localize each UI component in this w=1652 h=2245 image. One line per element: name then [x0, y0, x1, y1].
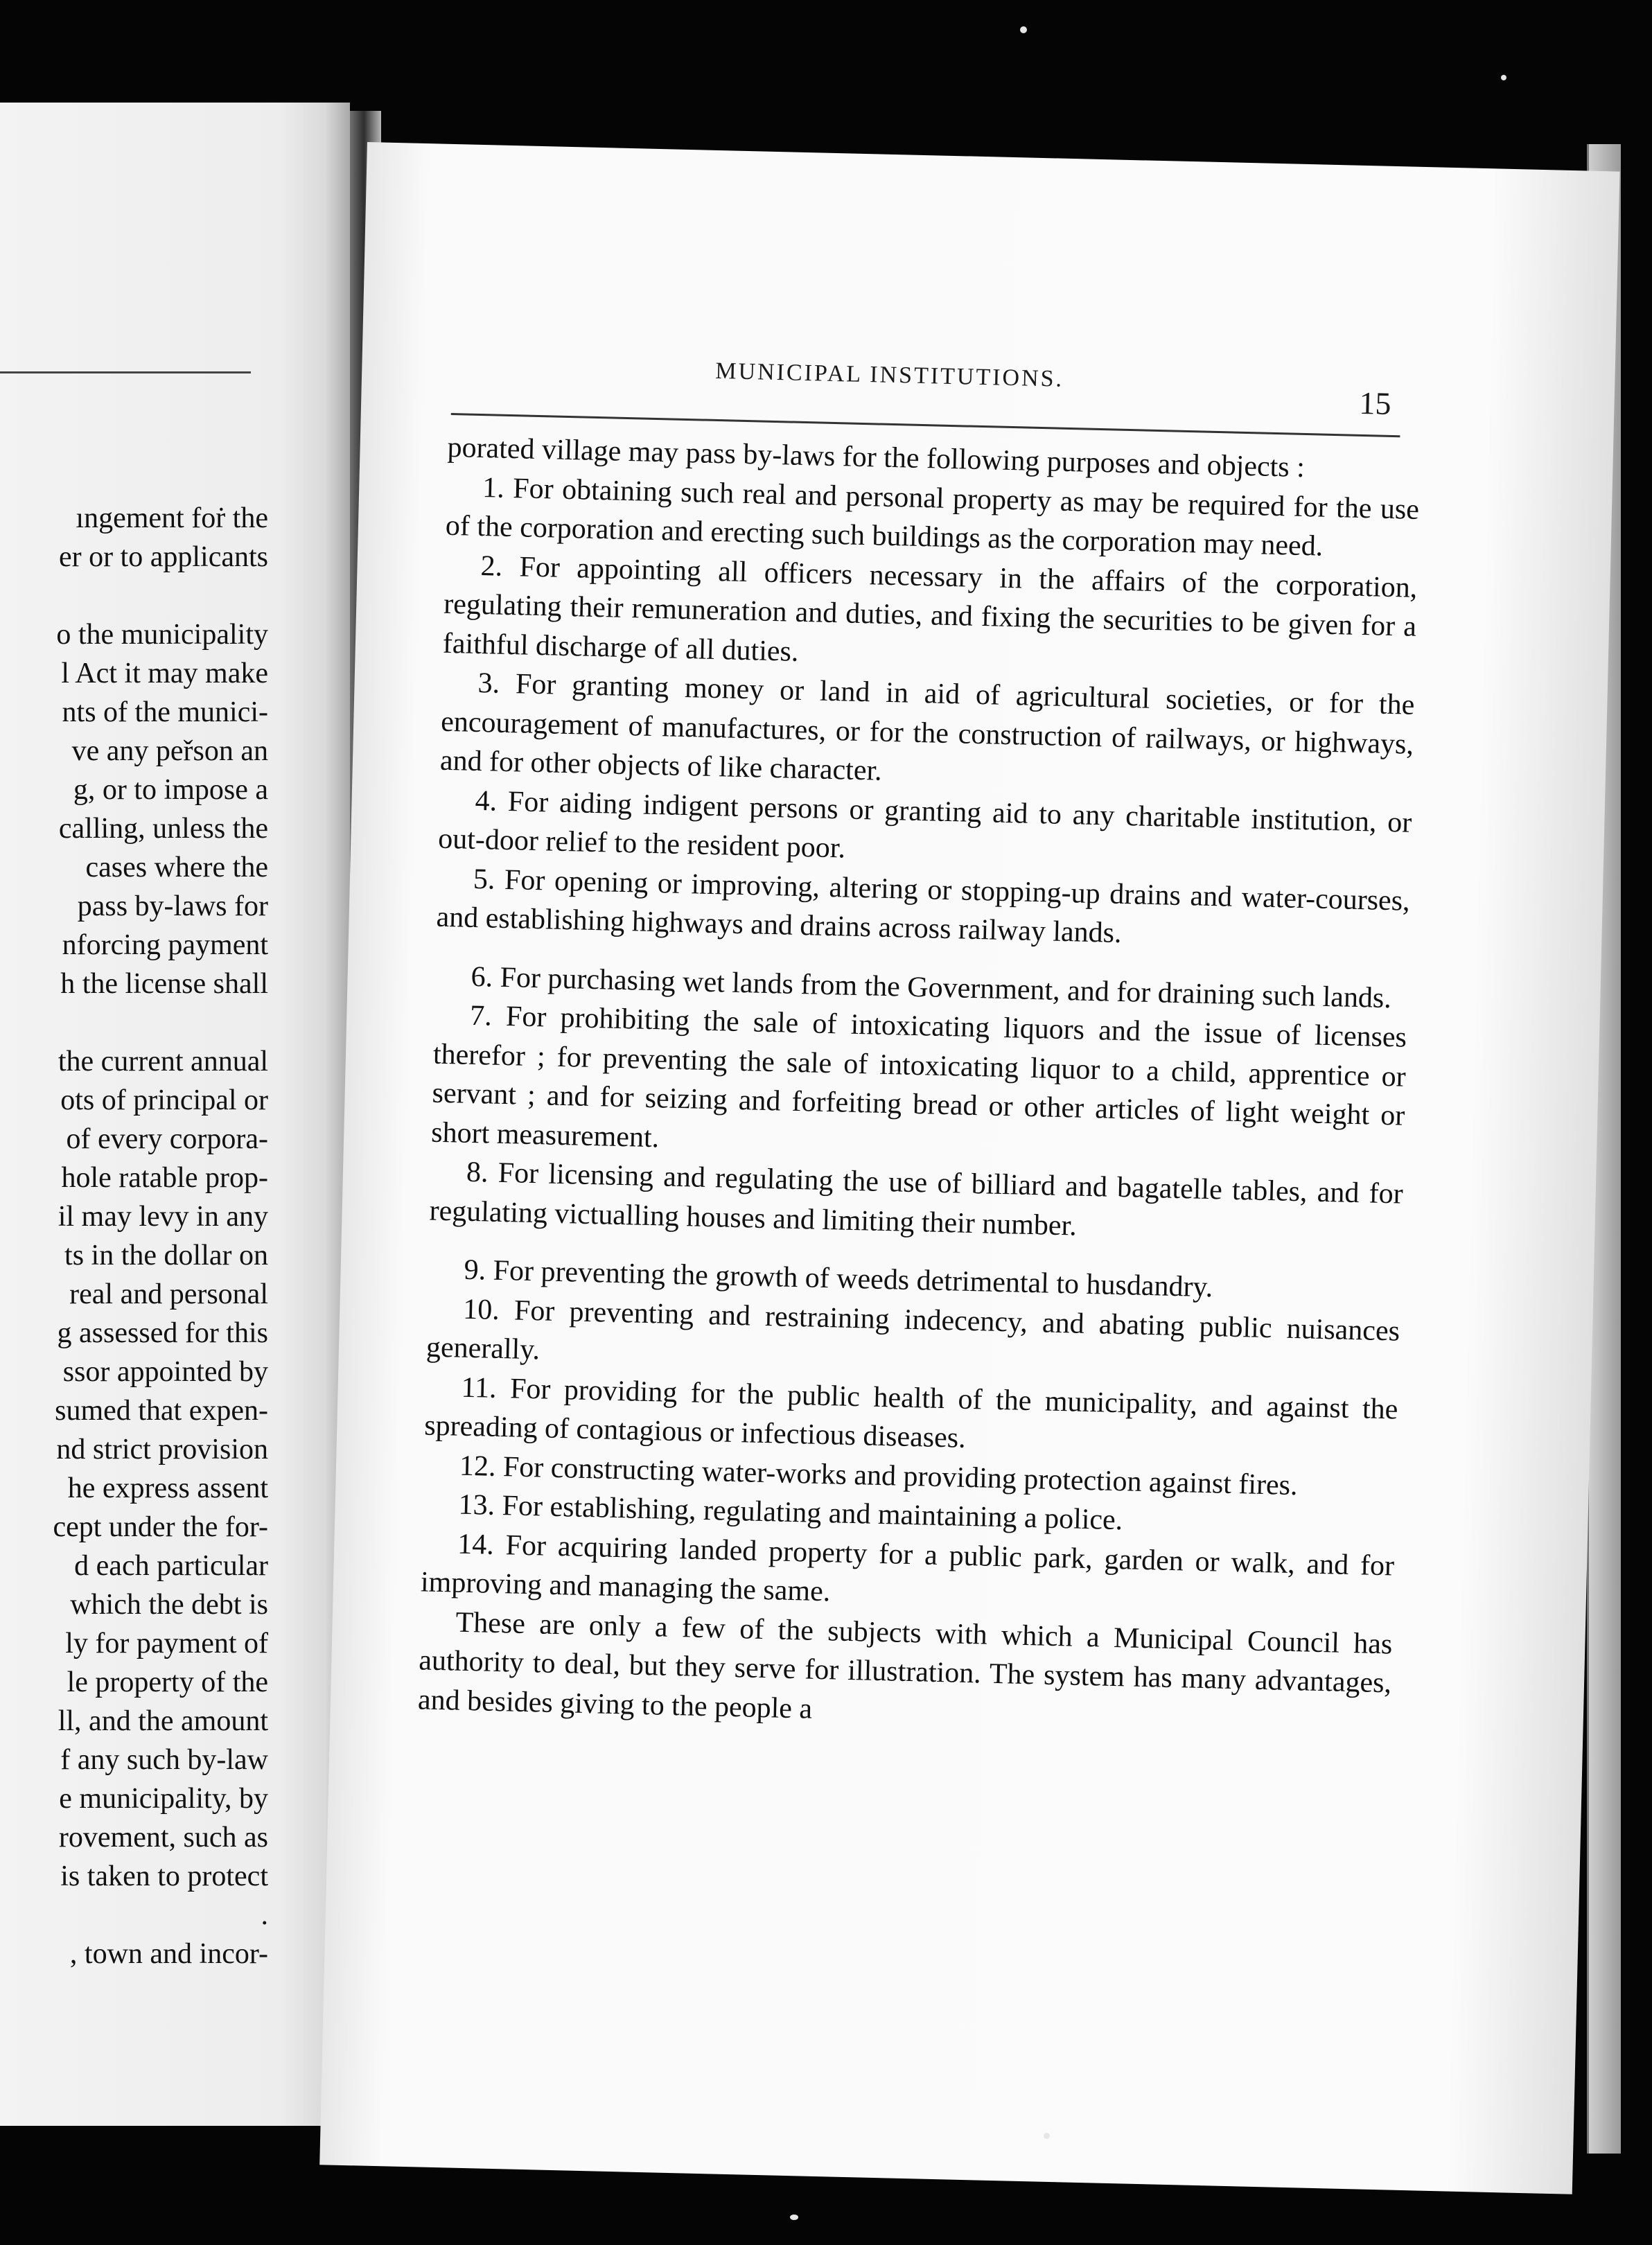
- page-number: 15: [1358, 385, 1392, 421]
- list-item: 7. For prohibiting the sale of intoxicating liquors and the issue of licenses therefor ; for preventing the sale of intoxicating liquor to a child, apprentice or servant ; and for seizing and forfeiting bread or other articles of light weight or short measurement.: [430, 999, 1407, 1154]
- list-item: 12. For constructing water-works and providing protection against fires.: [459, 1450, 1299, 1502]
- left-line: l Act it may make: [61, 658, 268, 689]
- left-facing-page: [0, 103, 350, 2126]
- left-line: hole ratable prop-: [61, 1162, 268, 1194]
- list-item: 5. For opening or improving, altering or stopping-up drains and water-courses, and establishing highways and drains across railway lands.: [436, 863, 1411, 949]
- dust-speck: [1501, 75, 1506, 80]
- left-line: ly for payment of: [65, 1628, 268, 1659]
- left-line: ssor appointed by: [62, 1356, 268, 1388]
- left-header-rule: [0, 371, 251, 373]
- left-line: h the license shall: [60, 968, 268, 1000]
- left-line: he express assent: [67, 1472, 268, 1504]
- list-item: 11. For providing for the public health of the municipality, and against the spreading of contagious or infectious diseases.: [423, 1371, 1398, 1454]
- list-item: 4. For aiding indigent persons or granting aid to any charitable institution, or out-door relief to the resident poor.: [437, 784, 1412, 865]
- list-item: 9. For preventing the growth of weeds detrimental to husdandry.: [464, 1253, 1213, 1304]
- left-line: d each particular: [74, 1550, 268, 1582]
- left-line: the current annual: [58, 1046, 268, 1077]
- left-line: nts of the munici-: [62, 696, 268, 728]
- dust-speck: [1020, 26, 1027, 33]
- left-line: ve any peřson an: [71, 735, 268, 767]
- list-item: 8. For licensing and regulating the use of billiard and bagatelle tables, and for regulating victualling houses and limiting their number.: [429, 1156, 1404, 1242]
- left-line: ts in the dollar on: [64, 1240, 268, 1271]
- left-line: nforcing payment: [62, 929, 268, 961]
- left-line: o the municipality: [56, 619, 268, 651]
- left-line: cases where the: [85, 852, 268, 883]
- left-line: le property of the: [67, 1666, 268, 1698]
- dust-speck: [790, 2215, 798, 2220]
- list-item: 3. For granting money or land in aid of agricultural societies, or for the encouragement of manufactures, or for the construction of railways, or highways, and for other objects of like character.: [439, 667, 1415, 787]
- left-line: .: [261, 1899, 268, 1931]
- left-line: rovement, such as: [58, 1822, 268, 1854]
- left-line: g, or to impose a: [73, 774, 268, 806]
- list-item: 2. For appointing all officers necessary in the affairs of the corporation, regulating their remuneration and duties, and fixing the securities to be given for a faithful discharge of all duties.: [442, 549, 1418, 668]
- left-line: e municipality, by: [59, 1783, 268, 1815]
- left-line: il may levy in any: [58, 1201, 268, 1233]
- left-line: g assessed for this: [57, 1317, 268, 1349]
- running-head: MUNICIPAL INSTITUTIONS.: [714, 358, 1064, 392]
- left-line: ll, and the amount: [58, 1705, 268, 1737]
- list-item: 10. For preventing and restraining indecency, and abating public nuisances generally.: [425, 1293, 1400, 1366]
- left-line: ıngement foṙ the: [76, 502, 268, 534]
- left-line: ots of principal or: [60, 1084, 268, 1116]
- closing-paragraph: These are only a few of the subjects with which a Municipal Council has authority to deal, but they serve for illustration. The system has many advantages, and besides giving to the people a: [417, 1606, 1393, 1725]
- left-line: is taken to protect: [60, 1860, 268, 1892]
- left-line: pass by-laws for: [77, 890, 268, 922]
- body-text: [417, 428, 1421, 1743]
- list-item: 13. For establishing, regulating and maintaining a police.: [458, 1488, 1123, 1537]
- left-line: f any such by-law: [60, 1744, 268, 1776]
- left-page-text: [0, 499, 268, 1973]
- right-main-page: [319, 142, 1619, 2194]
- left-line: cept under the for-: [53, 1511, 268, 1543]
- left-line: real and personal: [69, 1278, 268, 1310]
- left-line: sumed that expen-: [55, 1395, 268, 1427]
- left-line: calling, unless the: [58, 813, 268, 845]
- left-line: nd strict provision: [56, 1434, 268, 1465]
- list-item: 6. For purchasing wet lands from the Government, and for draining such lands.: [471, 960, 1392, 1014]
- intro-paragraph: porated village may pass by-laws for the following purposes and objects :: [447, 431, 1306, 484]
- left-line: er or to applicants: [58, 541, 268, 573]
- dust-speck: [1044, 2133, 1050, 2139]
- list-item: 1. For obtaining such real and personal property as may be required for the use of the corporation and erecting such buildings as the corporation may need.: [445, 471, 1420, 563]
- left-line: , town and incor-: [69, 1938, 268, 1970]
- left-line: of every corpora-: [66, 1123, 268, 1155]
- left-line: which the debt is: [70, 1589, 268, 1621]
- list-item: 14. For acquiring landed property for a public park, garden or walk, and for improving and managing the same.: [420, 1528, 1395, 1608]
